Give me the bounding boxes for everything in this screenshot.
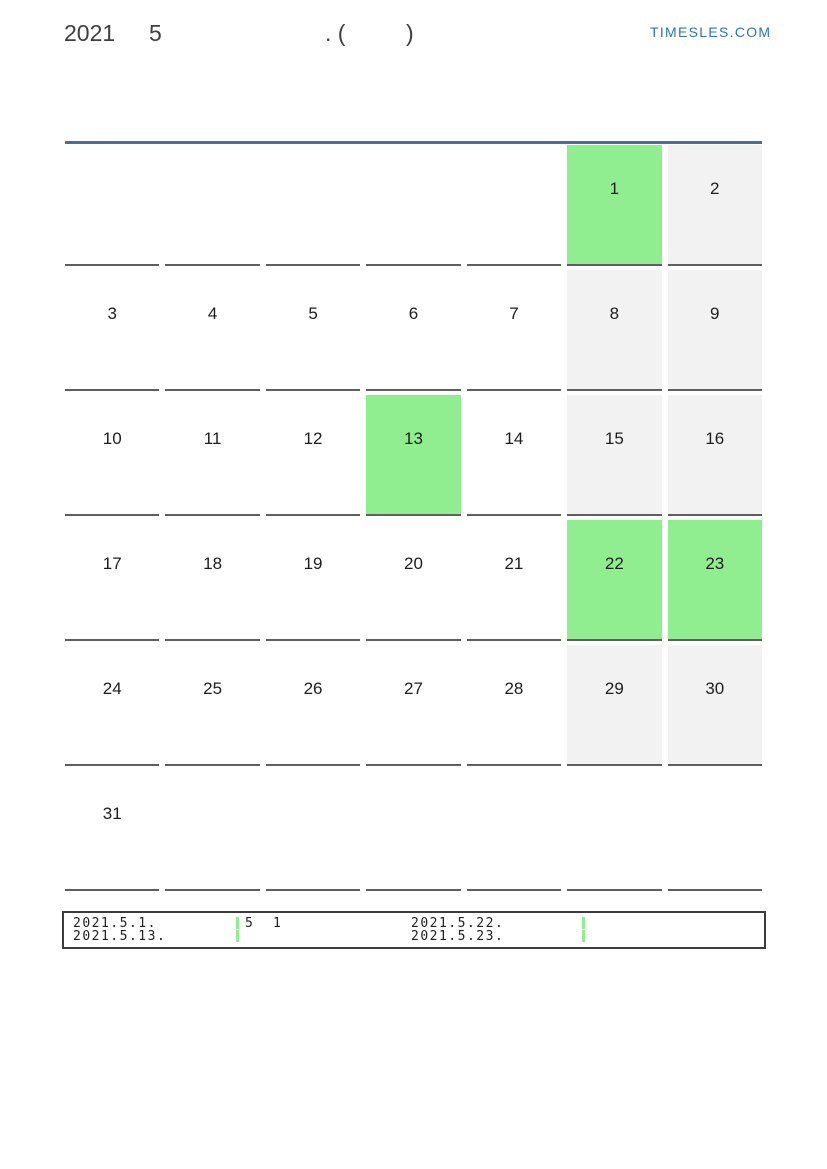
day-cell xyxy=(467,770,561,891)
day-cell xyxy=(266,395,360,516)
day-cell xyxy=(65,645,159,766)
day-cell xyxy=(467,520,561,641)
legend-item-date: 2021.5.13. xyxy=(73,929,167,944)
timesles-logo-link[interactable]: TIMESLES.COM xyxy=(650,24,772,40)
day-number: 29 xyxy=(604,679,624,698)
day-cell xyxy=(165,520,259,641)
day-cell xyxy=(567,395,661,516)
day-cell xyxy=(567,645,661,766)
title-separator: . ( xyxy=(325,20,346,46)
day-number: 28 xyxy=(504,679,524,698)
day-cell xyxy=(165,270,259,391)
day-number: 6 xyxy=(408,304,419,323)
day-cell xyxy=(366,145,460,266)
day-number: 25 xyxy=(203,679,223,698)
day-number: 23 xyxy=(705,554,725,573)
day-number: 4 xyxy=(207,304,218,323)
day-cell xyxy=(668,645,762,766)
day-cell xyxy=(467,645,561,766)
day-cell xyxy=(65,270,159,391)
day-cell xyxy=(165,770,259,891)
day-number: 10 xyxy=(102,429,122,448)
holiday-color-swatch xyxy=(236,930,239,942)
day-cell xyxy=(65,770,159,891)
day-number: 21 xyxy=(504,554,524,573)
day-cell xyxy=(668,770,762,891)
day-cell xyxy=(567,145,661,266)
title-month: 5 xyxy=(149,20,162,46)
holiday-color-swatch xyxy=(582,917,585,929)
day-cell xyxy=(366,520,460,641)
day-cell xyxy=(467,145,561,266)
day-cell xyxy=(65,145,159,266)
day-cell xyxy=(668,270,762,391)
day-cell xyxy=(266,770,360,891)
legend-item-date: 2021.5.23. xyxy=(411,929,505,944)
header-rule-line xyxy=(65,141,762,144)
day-number: 27 xyxy=(404,679,423,698)
day-cell xyxy=(567,770,661,891)
title-year: 2021 xyxy=(64,20,116,46)
day-number: 2 xyxy=(710,179,720,198)
day-cell xyxy=(668,395,762,516)
day-cell xyxy=(366,270,460,391)
day-cell xyxy=(567,270,661,391)
day-cell xyxy=(65,520,159,641)
day-number: 1 xyxy=(609,179,620,198)
day-cell xyxy=(366,770,460,891)
day-cell xyxy=(668,145,762,266)
day-cell xyxy=(65,395,159,516)
day-cell xyxy=(266,645,360,766)
day-number: 8 xyxy=(609,304,620,323)
day-number: 15 xyxy=(604,429,624,448)
day-number: 3 xyxy=(107,304,117,323)
legend-item-label: 5 1 xyxy=(245,916,283,931)
day-cell xyxy=(266,270,360,391)
day-number: 31 xyxy=(102,804,122,823)
day-cell xyxy=(266,145,360,266)
day-number: 5 xyxy=(308,304,318,323)
day-number: 26 xyxy=(303,679,323,698)
day-number: 14 xyxy=(504,429,524,448)
day-cell xyxy=(165,395,259,516)
holiday-color-swatch xyxy=(236,917,239,929)
day-number: 19 xyxy=(303,554,323,573)
day-cell xyxy=(366,395,460,516)
calendar-grid xyxy=(65,145,762,891)
day-cell xyxy=(567,520,661,641)
day-number: 20 xyxy=(404,554,423,573)
day-number: 13 xyxy=(404,429,423,448)
day-number: 12 xyxy=(303,429,323,448)
day-number: 17 xyxy=(102,554,122,573)
holiday-legend-box xyxy=(62,911,766,949)
day-cell xyxy=(366,645,460,766)
day-number: 24 xyxy=(102,679,122,698)
day-cell xyxy=(165,145,259,266)
day-number: 16 xyxy=(705,429,725,448)
day-number: 9 xyxy=(710,304,720,323)
holiday-color-swatch xyxy=(582,930,585,942)
day-number: 18 xyxy=(203,554,223,573)
day-number: 7 xyxy=(509,304,519,323)
day-number: 30 xyxy=(705,679,725,698)
day-number: 11 xyxy=(203,429,222,448)
day-cell xyxy=(266,520,360,641)
day-cell xyxy=(467,270,561,391)
day-cell xyxy=(165,645,259,766)
day-cell xyxy=(668,520,762,641)
legend-item-date: 2021.5.22. xyxy=(411,916,505,931)
legend-item-date: 2021.5.1. xyxy=(73,916,157,931)
day-cell xyxy=(467,395,561,516)
day-number: 22 xyxy=(604,554,624,573)
title-paren-close: ) xyxy=(406,20,414,46)
